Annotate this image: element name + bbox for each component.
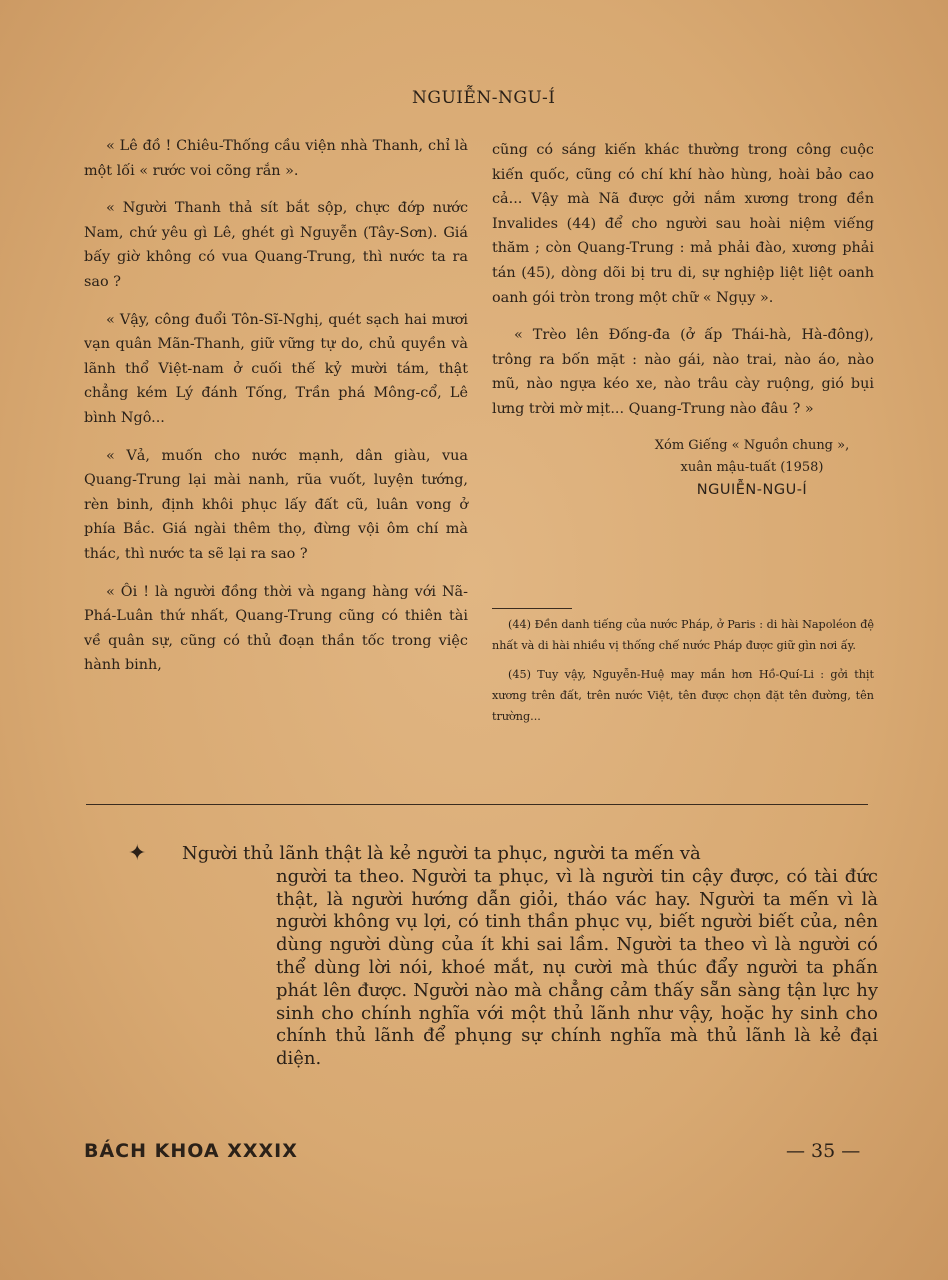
paragraph: « Trèo lên Đống-đa (ở ấp Thái-hà, Hà-đông), trông ra bốn mặt : nào gái, nào trai, nào áo, nào mũ, nào ngựa kéo xe, nào trâu cày ruộng, gió bụi lưng trời mờ mịt... Quang-Trung nào đâu ? »: [492, 327, 874, 417]
running-header: NGUIỄN-NGU-Í: [412, 88, 556, 108]
footnote-divider: [492, 608, 572, 609]
boxed-quote: [128, 843, 878, 1071]
footnote-45: (45) Tuy vậy, Nguyễn-Huệ may mắn hơn Hồ-Quí-Li : gởi thịt xương trên đất, trên nước Việt, tên được chọn đặt tên đường, tên trường...: [492, 668, 874, 723]
footnotes: [492, 614, 874, 735]
right-column: [492, 138, 874, 501]
signature-block: [622, 435, 882, 501]
signature-name: NGUIỄN-NGU-Í: [696, 481, 808, 498]
paragraph: « Lê đồ ! Chiêu-Thống cầu viện nhà Thanh, chỉ là một lối « rước voi cõng rắn ».: [84, 138, 468, 179]
left-column: [84, 134, 468, 691]
section-divider: [86, 804, 868, 805]
footnote-44: (44) Đền danh tiếng của nước Pháp, ở Paris : di hài Napoléon đệ nhất và di hài nhiều vị thống chế nước Pháp được giữ gìn nơi ấy.: [492, 618, 874, 652]
quote-first-line: Người thủ lãnh thật là kẻ người ta phục, người ta mến và: [182, 843, 701, 864]
journal-title: BÁCH KHOA XXXIX: [84, 1140, 298, 1162]
paragraph: « Người Thanh thả sít bắt sộp, chực đớp nước Nam, chứ yêu gì Lê, ghét gì Nguyễn (Tây-Sơn). Giá bấy giờ không có vua Quang-Trung, thì nước ta ra sao ?: [84, 200, 468, 290]
paragraph: « Ôi ! là người đồng thời và ngang hàng với Nã-Phá-Luân thứ nhất, Quang-Trung cũng có thiên tài về quân sự, cũng có thủ đoạn thần tốc trong việc hành binh,: [84, 583, 468, 674]
star-icon: ✦: [128, 841, 147, 866]
paragraph: « Vậy, công đuổi Tôn-Sĩ-Nghị, quét sạch hai mươi vạn quân Mãn-Thanh, giữ vững tự do, chủ quyền và lãnh thổ Việt-nam ở cuối thế kỷ mười tám, thật chẳng kém Lý đánh Tống, Trần phá Mông-cổ, Lê bình Ngô...: [84, 311, 468, 426]
paragraph: « Vả, muốn cho nước mạnh, dân giàu, vua Quang-Trung lại mài nanh, rũa vuốt, luyện tướng, rèn binh, định khôi phục lấy đất cũ, luân vong ở phía Bắc. Giá ngài thêm thọ, đừng vội ôm chí mà thác, thì nước ta sẽ lại ra sao ?: [84, 447, 468, 562]
signature-date: xuân mậu-tuất (1958): [680, 459, 824, 475]
quote-body: người ta theo. Người ta phục, vì là người tin cậy được, có tài đức thật, là người hướng dẫn giỏi, tháo vác hay. Người ta mến vì là người không vụ lợi, có tinh thần phục vụ, biết người biết của, nên dùng người dùng của ít khi sai lầm. Người ta theo vì là người có thể dùng lời nói, khoé mắt, nụ cười mà thúc đẩy người ta phấn phát lên được. Người nào mà chẳng cảm thấy sẵn sàng tận lực hy sinh cho chính nghĩa với một thủ lãnh như vậy, hoặc hy sinh cho chính thủ lãnh để phụng sự chính nghĩa mà thủ lãnh là kẻ đại diện.: [276, 865, 878, 1070]
page-number: — 35 —: [786, 1140, 861, 1162]
signature-place: Xóm Giếng « Nguồn chung »,: [654, 437, 850, 453]
paragraph: cũng có sáng kiến khác thường trong công cuộc kiến quốc, cũng có chí khí hào hùng, hoài bảo cao cả... Vậy mà Nã được gởi nắm xương trong đền Invalides (44) để cho người sau hoài niệm viếng thăm ; còn Quang-Trung : mả phải đào, xương phải tán (45), dòng dõi bị tru di, sự nghiệp liệt liệt oanh oanh gói tròn trong một chữ « Ngụy ».: [492, 142, 874, 306]
